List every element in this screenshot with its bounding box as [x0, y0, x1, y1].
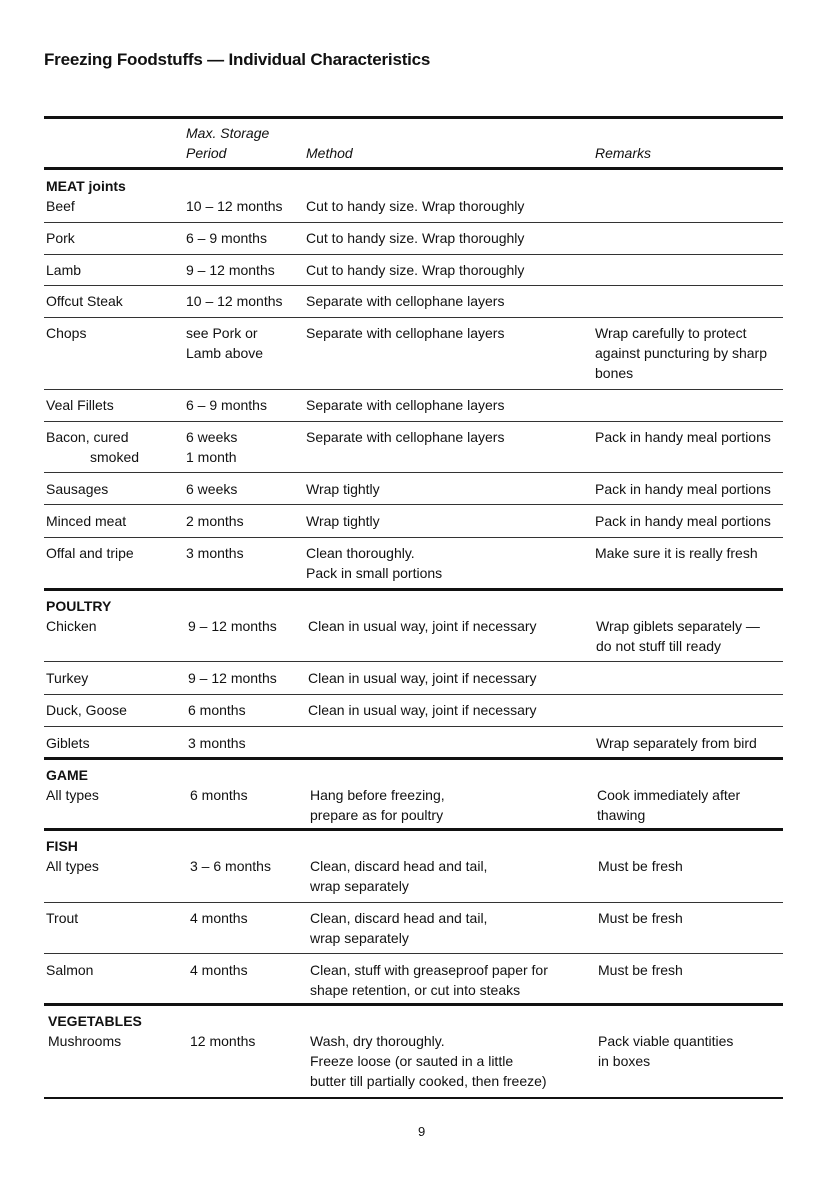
- period-mushrooms: 12 months: [190, 1033, 256, 1049]
- remarks-mushrooms-line-2: in boxes: [598, 1053, 651, 1069]
- period-chops-line-2: Lamb above: [186, 345, 264, 361]
- method-offal-line-1: Clean thoroughly.: [306, 545, 415, 561]
- row-divider: [44, 537, 783, 538]
- method-minced-meat: Wrap tightly: [306, 513, 380, 529]
- section-fish: FISH: [46, 838, 78, 854]
- period-giblets: 3 months: [188, 735, 246, 751]
- method-trout-line-2: wrap separately: [310, 930, 409, 946]
- period-veal-fillets: 6 – 9 months: [186, 397, 267, 413]
- period-duck-goose: 6 months: [188, 702, 246, 718]
- period-bacon-smoked: 1 month: [186, 449, 237, 465]
- section-meat: MEAT joints: [46, 178, 126, 194]
- method-trout-line-1: Clean, discard head and tail,: [310, 910, 488, 926]
- header-remarks: Remarks: [595, 145, 652, 161]
- method-offal-line-2: Pack in small portions: [306, 565, 443, 581]
- remarks-fish: Must be fresh: [598, 858, 683, 874]
- food-lamb: Lamb: [46, 262, 82, 278]
- section-game: GAME: [46, 767, 88, 783]
- row-divider: [44, 726, 783, 727]
- method-fish-line-1: Clean, discard head and tail,: [310, 858, 488, 874]
- section-divider: [44, 828, 783, 831]
- method-pork: Cut to handy size. Wrap thoroughly: [306, 230, 525, 246]
- method-lamb: Cut to handy size. Wrap thoroughly: [306, 262, 525, 278]
- food-turkey: Turkey: [46, 670, 89, 686]
- header-bottom-rule: [44, 167, 783, 170]
- remarks-game-line-2: thawing: [597, 807, 646, 823]
- section-divider: [44, 1003, 783, 1006]
- food-veal-fillets: Veal Fillets: [46, 397, 114, 413]
- row-divider: [44, 285, 783, 286]
- row-divider: [44, 472, 783, 473]
- remarks-chicken-line-1: Wrap giblets separately —: [596, 618, 760, 634]
- method-duck-goose: Clean in usual way, joint if necessary: [308, 702, 537, 718]
- remarks-chops-line-3: bones: [595, 365, 634, 381]
- food-giblets: Giblets: [46, 735, 90, 751]
- row-divider: [44, 389, 783, 390]
- remarks-chops-line-1: Wrap carefully to protect: [595, 325, 747, 341]
- row-divider: [44, 222, 783, 223]
- period-pork: 6 – 9 months: [186, 230, 267, 246]
- method-chicken: Clean in usual way, joint if necessary: [308, 618, 537, 634]
- row-divider: [44, 902, 783, 903]
- period-fish: 3 – 6 months: [190, 858, 271, 874]
- period-chicken: 9 – 12 months: [188, 618, 277, 634]
- period-game: 6 months: [190, 787, 248, 803]
- period-salmon: 4 months: [190, 962, 248, 978]
- method-offcut-steak: Separate with cellophane layers: [306, 293, 505, 309]
- remarks-giblets: Wrap separately from bird: [596, 735, 757, 751]
- method-fish-line-2: wrap separately: [310, 878, 409, 894]
- remarks-offal: Make sure it is really fresh: [595, 545, 758, 561]
- row-divider: [44, 661, 783, 662]
- method-game-line-2: prepare as for poultry: [310, 807, 444, 823]
- method-turkey: Clean in usual way, joint if necessary: [308, 670, 537, 686]
- food-mushrooms: Mushrooms: [48, 1033, 122, 1049]
- period-beef: 10 – 12 months: [186, 198, 283, 214]
- period-minced-meat: 2 months: [186, 513, 244, 529]
- food-offal: Offal and tripe: [46, 545, 134, 561]
- remarks-game-line-1: Cook immediately after: [597, 787, 741, 803]
- remarks-bacon: Pack in handy meal portions: [595, 429, 771, 445]
- period-offal: 3 months: [186, 545, 244, 561]
- section-vegetables: VEGETABLES: [48, 1013, 142, 1029]
- food-offcut-steak: Offcut Steak: [46, 293, 123, 309]
- food-game-all-types: All types: [46, 787, 99, 803]
- method-salmon-line-1: Clean, stuff with greaseproof paper for: [310, 962, 548, 978]
- food-bacon-cured: Bacon, cured: [46, 429, 129, 445]
- page-number: 9: [418, 1124, 426, 1139]
- period-lamb: 9 – 12 months: [186, 262, 275, 278]
- remarks-salmon: Must be fresh: [598, 962, 683, 978]
- header-storage-line-2: Period: [186, 145, 227, 161]
- row-divider: [44, 953, 783, 954]
- method-bacon: Separate with cellophane layers: [306, 429, 505, 445]
- method-mushrooms-line-2: Freeze loose (or sauted in a little: [310, 1053, 514, 1069]
- food-duck-goose: Duck, Goose: [46, 702, 127, 718]
- period-trout: 4 months: [190, 910, 248, 926]
- header-storage-line-1: Max. Storage: [186, 125, 270, 141]
- food-chops: Chops: [46, 325, 87, 341]
- method-mushrooms-line-1: Wash, dry thoroughly.: [310, 1033, 445, 1049]
- page-title: Freezing Foodstuffs — Individual Characteristics: [44, 50, 431, 69]
- period-turkey: 9 – 12 months: [188, 670, 277, 686]
- period-chops-line-1: see Pork or: [186, 325, 258, 341]
- period-sausages: 6 weeks: [186, 481, 238, 497]
- food-bacon-smoked: smoked: [90, 449, 140, 465]
- method-mushrooms-line-3: butter till partially cooked, then freeze): [310, 1073, 547, 1089]
- row-divider: [44, 504, 783, 505]
- row-divider: [44, 317, 783, 318]
- period-bacon-cured: 6 weeks: [186, 429, 238, 445]
- remarks-chops-line-2: against puncturing by sharp: [595, 345, 767, 361]
- row-divider: [44, 254, 783, 255]
- remarks-mushrooms-line-1: Pack viable quantities: [598, 1033, 734, 1049]
- food-trout: Trout: [46, 910, 79, 926]
- period-offcut-steak: 10 – 12 months: [186, 293, 283, 309]
- remarks-chicken-line-2: do not stuff till ready: [596, 638, 722, 654]
- row-divider: [44, 694, 783, 695]
- food-chicken: Chicken: [46, 618, 97, 634]
- section-divider: [44, 588, 783, 591]
- food-fish-all-types: All types: [46, 858, 99, 874]
- remarks-trout: Must be fresh: [598, 910, 683, 926]
- method-veal-fillets: Separate with cellophane layers: [306, 397, 505, 413]
- food-beef: Beef: [46, 198, 75, 214]
- food-minced-meat: Minced meat: [46, 513, 127, 529]
- remarks-minced-meat: Pack in handy meal portions: [595, 513, 771, 529]
- food-pork: Pork: [46, 230, 75, 246]
- method-beef: Cut to handy size. Wrap thoroughly: [306, 198, 525, 214]
- table-bottom-rule: [44, 1097, 783, 1099]
- section-poultry: POULTRY: [46, 598, 112, 614]
- method-game-line-1: Hang before freezing,: [310, 787, 445, 803]
- remarks-sausages: Pack in handy meal portions: [595, 481, 771, 497]
- header-method: Method: [306, 145, 353, 161]
- food-sausages: Sausages: [46, 481, 109, 497]
- method-chops: Separate with cellophane layers: [306, 325, 505, 341]
- food-salmon: Salmon: [46, 962, 94, 978]
- method-salmon-line-2: shape retention, or cut into steaks: [310, 982, 521, 998]
- section-divider: [44, 757, 783, 760]
- row-divider: [44, 421, 783, 422]
- method-sausages: Wrap tightly: [306, 481, 380, 497]
- header-top-rule: [44, 116, 783, 119]
